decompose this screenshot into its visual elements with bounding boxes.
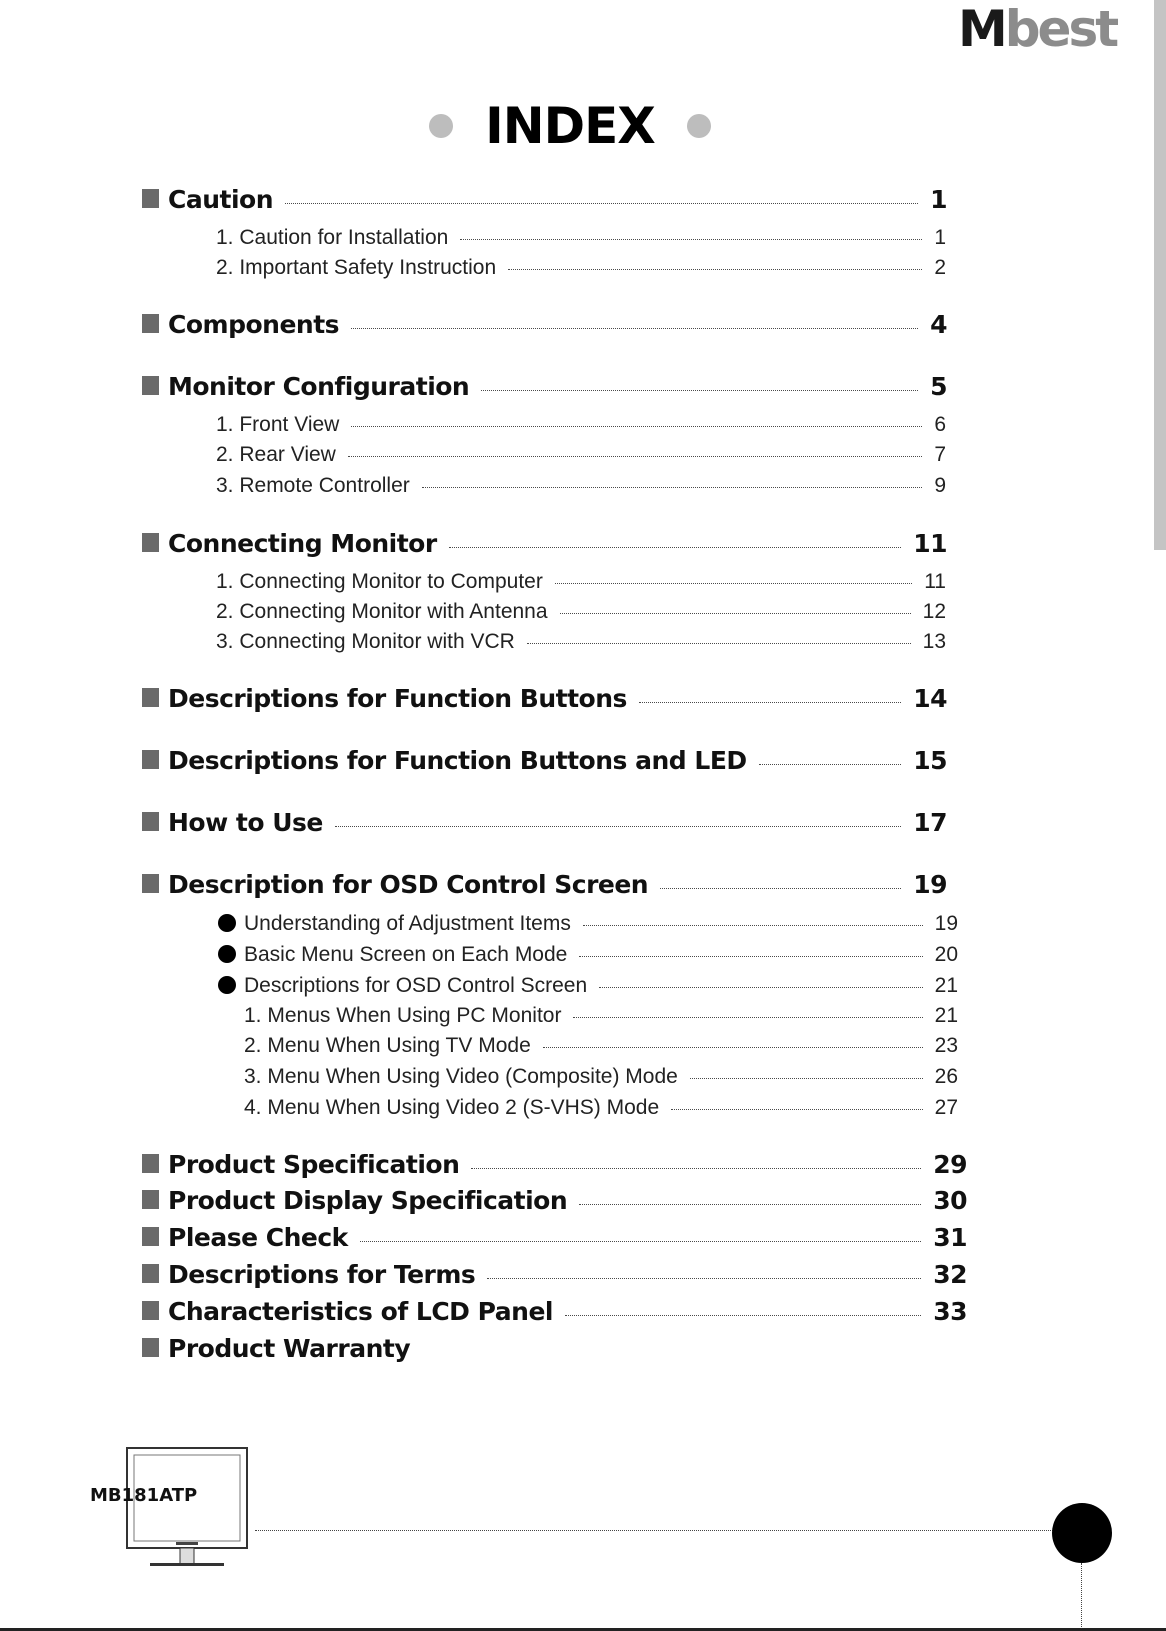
toc-leader (460, 239, 922, 240)
toc-page: 21 (934, 974, 958, 997)
toc-page: 19 (913, 870, 947, 899)
toc-page: 32 (933, 1260, 967, 1289)
brand-logo-rest: best (1004, 0, 1117, 58)
toc-label: Product Display Specification (168, 1186, 568, 1215)
toc-page: 11 (924, 570, 946, 593)
toc-entry-caution[interactable] (168, 182, 947, 214)
toc-entry-monitor-configuration[interactable] (168, 369, 947, 401)
square-bullet-icon (142, 1301, 159, 1320)
toc-label: 2. Rear View (216, 443, 336, 466)
toc-entry-terms[interactable] (168, 1257, 967, 1289)
toc-page: 4 (930, 310, 947, 339)
toc-entry-product-spec[interactable] (168, 1147, 967, 1179)
square-bullet-icon (142, 1190, 159, 1209)
toc-page: 12 (922, 600, 946, 623)
toc-leader (351, 426, 922, 427)
title-right-dot-icon (687, 114, 711, 138)
toc-page: 27 (934, 1096, 958, 1119)
toc-entry-connecting-monitor[interactable] (168, 526, 947, 558)
round-bullet-icon (218, 945, 236, 963)
square-bullet-icon (142, 750, 159, 769)
toc-entry-connect-computer[interactable] (216, 562, 946, 594)
toc-leader (759, 764, 902, 765)
toc-entry-osd-control[interactable] (168, 867, 947, 899)
brand-logo-first: M (958, 0, 1005, 58)
toc-page: 29 (933, 1150, 967, 1179)
toc-leader (348, 456, 922, 457)
toc-label: Descriptions for Function Buttons (168, 684, 627, 713)
toc-label: Descriptions for Function Buttons and LED (168, 746, 747, 775)
toc-entry-how-to-use[interactable] (168, 805, 947, 837)
toc-leader (555, 583, 912, 584)
toc-label: 2. Important Safety Instruction (216, 256, 497, 279)
toc-leader (671, 1109, 923, 1110)
toc-entry-menu-pc[interactable] (244, 996, 958, 1028)
monitor-icon (124, 1445, 252, 1573)
square-bullet-icon (142, 1227, 159, 1246)
toc-page: 23 (934, 1034, 958, 1057)
toc-leader (543, 1047, 923, 1048)
toc-leader (660, 888, 901, 889)
toc-leader (560, 613, 911, 614)
toc-label: 4. Menu When Using Video 2 (S-VHS) Mode (244, 1096, 660, 1119)
toc-leader (565, 1315, 921, 1316)
toc-leader (360, 1241, 921, 1242)
toc-label: Characteristics of LCD Panel (168, 1297, 553, 1326)
toc-label: 1. Caution for Installation (216, 226, 449, 249)
toc-page: 14 (913, 684, 947, 713)
toc-label: Understanding of Adjustment Items (244, 912, 571, 935)
toc-leader (579, 1204, 921, 1205)
toc-entry-display-spec[interactable] (168, 1183, 967, 1215)
round-bullet-icon (218, 914, 236, 932)
toc-entry-components[interactable] (168, 307, 947, 339)
toc-leader (481, 390, 918, 391)
toc-page: 7 (934, 443, 946, 466)
toc-leader (639, 702, 901, 703)
toc-label: Connecting Monitor (168, 529, 437, 558)
toc-entry-menu-video[interactable] (244, 1057, 958, 1089)
toc-entry-function-buttons[interactable] (168, 681, 947, 713)
toc-label: 3. Menu When Using Video (Composite) Mode (244, 1065, 678, 1088)
square-bullet-icon (142, 189, 159, 208)
toc-label: Descriptions for Terms (168, 1260, 476, 1289)
toc-leader (508, 269, 922, 270)
toc-leader (351, 328, 918, 329)
square-bullet-icon (142, 1338, 159, 1357)
toc-entry-caution-safety[interactable] (216, 248, 946, 280)
toc-label: How to Use (168, 808, 323, 837)
page-circle-icon (1052, 1503, 1112, 1563)
toc-page: 21 (934, 1004, 958, 1027)
toc-label: Monitor Configuration (168, 372, 470, 401)
toc-page: 33 (933, 1297, 967, 1326)
toc-page: 6 (934, 413, 946, 436)
title-row (0, 96, 1140, 156)
toc-label: Please Check (168, 1223, 348, 1252)
toc-label: Product Specification (168, 1150, 460, 1179)
toc-label: 2. Connecting Monitor with Antenna (216, 600, 548, 623)
toc-entry-osd-descriptions[interactable] (218, 966, 958, 998)
toc-leader (487, 1278, 921, 1279)
toc-entry-connect-vcr[interactable] (216, 622, 946, 654)
toc-label: Caution (168, 185, 274, 214)
toc-page: 1 (934, 226, 946, 249)
title-left-dot-icon (429, 114, 453, 138)
toc-leader (579, 956, 922, 957)
toc-label: Descriptions for OSD Control Screen (244, 974, 588, 997)
toc-entry-rear-view[interactable] (216, 435, 946, 467)
square-bullet-icon (142, 1154, 159, 1173)
toc-entry-basic-menu[interactable] (218, 935, 958, 967)
toc-leader (422, 487, 923, 488)
toc-label: Components (168, 310, 340, 339)
toc-leader (573, 1017, 922, 1018)
square-bullet-icon (142, 874, 159, 893)
toc-label: 1. Connecting Monitor to Computer (216, 570, 543, 593)
toc-entry-caution-installation[interactable] (216, 218, 946, 250)
toc-page: 1 (930, 185, 947, 214)
square-bullet-icon (142, 688, 159, 707)
toc-entry-front-view[interactable] (216, 405, 946, 437)
toc-entry-lcd-panel[interactable] (168, 1294, 967, 1326)
toc-label: 3. Connecting Monitor with VCR (216, 630, 515, 653)
toc-page: 26 (934, 1065, 958, 1088)
toc-entry-menu-svhs[interactable] (244, 1088, 958, 1120)
toc-label: Product Warranty (168, 1334, 411, 1363)
toc-entry-warranty[interactable] (168, 1331, 568, 1363)
toc-entry-function-buttons-led[interactable] (168, 743, 947, 775)
toc-entry-remote-controller[interactable] (216, 466, 946, 498)
round-bullet-icon (218, 976, 236, 994)
square-bullet-icon (142, 812, 159, 831)
toc-page: 20 (934, 943, 958, 966)
toc-entry-connect-antenna[interactable] (216, 592, 946, 624)
toc-page: 9 (934, 474, 946, 497)
page-title: INDEX (485, 97, 655, 155)
model-label: MB181ATP (90, 1485, 198, 1506)
toc-leader (599, 987, 923, 988)
toc-leader (690, 1078, 923, 1079)
toc-leader (527, 643, 911, 644)
toc-page: 17 (913, 808, 947, 837)
square-bullet-icon (142, 376, 159, 395)
toc-label: 3. Remote Controller (216, 474, 410, 497)
toc-page: 31 (933, 1223, 967, 1252)
toc-page: 2 (934, 256, 946, 279)
square-bullet-icon (142, 314, 159, 333)
square-bullet-icon (142, 533, 159, 552)
brand-logo (958, 0, 1116, 58)
toc-page: 19 (934, 912, 958, 935)
toc-entry-menu-tv[interactable] (244, 1026, 958, 1058)
toc-leader (449, 547, 902, 548)
toc-page: 30 (933, 1186, 967, 1215)
toc-label: 2. Menu When Using TV Mode (244, 1034, 531, 1057)
toc-label: 1. Menus When Using PC Monitor (244, 1004, 562, 1027)
toc-page: 13 (922, 630, 946, 653)
toc-entry-adjustment-items[interactable] (218, 904, 958, 936)
toc-page: 5 (930, 372, 947, 401)
toc-leader (285, 203, 918, 204)
toc-leader (583, 925, 923, 926)
toc-page: 11 (913, 529, 947, 558)
toc-label: 1. Front View (216, 413, 340, 436)
square-bullet-icon (142, 1264, 159, 1283)
toc-leader (335, 826, 901, 827)
footer-dotted-line (255, 1530, 1055, 1531)
toc-leader (471, 1168, 921, 1169)
page-stem-line (1081, 1563, 1082, 1631)
side-scroll-bar (1154, 0, 1166, 550)
toc-page: 15 (913, 746, 947, 775)
toc-entry-please-check[interactable] (168, 1220, 967, 1252)
toc-label: Basic Menu Screen on Each Mode (244, 943, 568, 966)
toc-label: Description for OSD Control Screen (168, 870, 649, 899)
